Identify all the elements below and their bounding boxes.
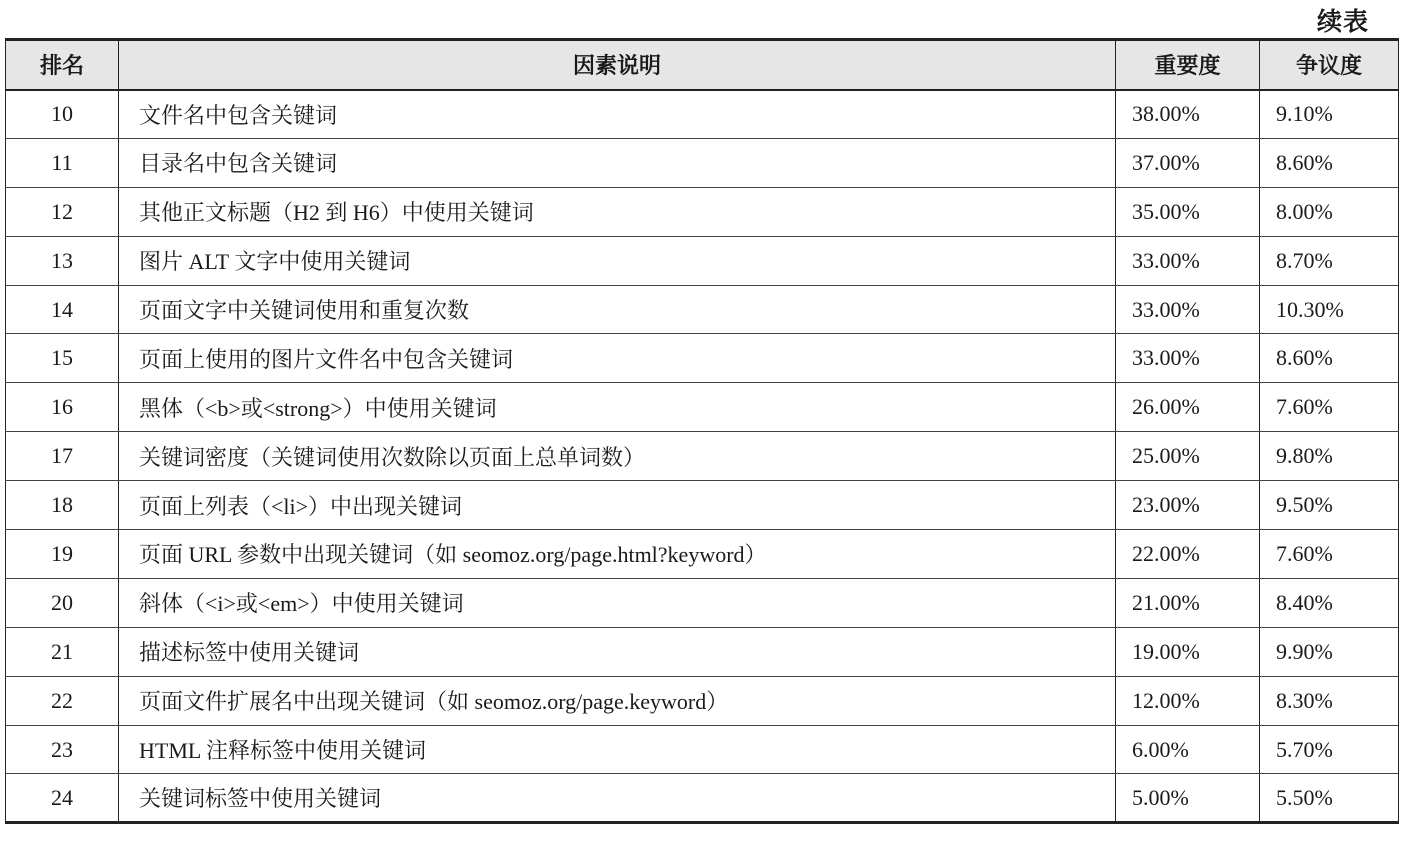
table-row — [6, 676, 1399, 725]
controversy-cell: 8.40% — [1260, 578, 1399, 627]
rank-cell: 23 — [6, 725, 119, 774]
table-row — [6, 334, 1399, 383]
controversy-cell: 8.30% — [1260, 676, 1399, 725]
header-controversy: 争议度 — [1260, 40, 1399, 90]
importance-cell: 35.00% — [1116, 187, 1260, 236]
table-row — [6, 530, 1399, 579]
controversy-cell: 8.00% — [1260, 187, 1399, 236]
importance-cell: 19.00% — [1116, 627, 1260, 676]
controversy-cell: 8.60% — [1260, 138, 1399, 187]
rank-cell: 24 — [6, 774, 119, 823]
rank-cell: 15 — [6, 334, 119, 383]
controversy-cell: 9.10% — [1260, 90, 1399, 139]
importance-cell: 12.00% — [1116, 676, 1260, 725]
description-cell: 页面上使用的图片文件名中包含关键词 — [119, 334, 1116, 383]
description-cell: 斜体（<i>或<em>）中使用关键词 — [119, 578, 1116, 627]
description-cell: 目录名中包含关键词 — [119, 138, 1116, 187]
table-row — [6, 774, 1399, 823]
rank-cell: 21 — [6, 627, 119, 676]
importance-cell: 26.00% — [1116, 383, 1260, 432]
description-cell: 关键词密度（关键词使用次数除以页面上总单词数） — [119, 432, 1116, 481]
rank-cell: 10 — [6, 90, 119, 139]
description-cell: 页面上列表（<li>）中出现关键词 — [119, 481, 1116, 530]
rank-cell: 19 — [6, 530, 119, 579]
description-cell: HTML 注释标签中使用关键词 — [119, 725, 1116, 774]
header-rank: 排名 — [6, 40, 119, 90]
importance-cell: 25.00% — [1116, 432, 1260, 481]
controversy-cell: 9.80% — [1260, 432, 1399, 481]
controversy-cell: 5.50% — [1260, 774, 1399, 823]
ranking-factors-table — [5, 38, 1399, 824]
description-cell: 页面 URL 参数中出现关键词（如 seomoz.org/page.html?keyword） — [119, 530, 1116, 579]
header-description: 因素说明 — [119, 40, 1116, 90]
table-row — [6, 187, 1399, 236]
table-header-row — [6, 40, 1399, 90]
importance-cell: 22.00% — [1116, 530, 1260, 579]
description-cell: 关键词标签中使用关键词 — [119, 774, 1116, 823]
controversy-cell: 9.90% — [1260, 627, 1399, 676]
controversy-cell: 9.50% — [1260, 481, 1399, 530]
table-row — [6, 627, 1399, 676]
controversy-cell: 10.30% — [1260, 285, 1399, 334]
importance-cell: 33.00% — [1116, 334, 1260, 383]
table-row — [6, 90, 1399, 139]
rank-cell: 13 — [6, 236, 119, 285]
controversy-cell: 7.60% — [1260, 383, 1399, 432]
table-body — [6, 90, 1399, 823]
rank-cell: 22 — [6, 676, 119, 725]
table-row — [6, 236, 1399, 285]
importance-cell: 21.00% — [1116, 578, 1260, 627]
rank-cell: 11 — [6, 138, 119, 187]
controversy-cell: 8.70% — [1260, 236, 1399, 285]
description-cell: 文件名中包含关键词 — [119, 90, 1116, 139]
importance-cell: 33.00% — [1116, 236, 1260, 285]
importance-cell: 33.00% — [1116, 285, 1260, 334]
description-cell: 页面文件扩展名中出现关键词（如 seomoz.org/page.keyword） — [119, 676, 1116, 725]
description-cell: 黑体（<b>或<strong>）中使用关键词 — [119, 383, 1116, 432]
rank-cell: 16 — [6, 383, 119, 432]
table-row — [6, 481, 1399, 530]
table-row — [6, 578, 1399, 627]
table-row — [6, 138, 1399, 187]
table-row — [6, 432, 1399, 481]
rank-cell: 20 — [6, 578, 119, 627]
description-cell: 其他正文标题（H2 到 H6）中使用关键词 — [119, 187, 1116, 236]
header-importance: 重要度 — [1116, 40, 1260, 90]
table-row — [6, 725, 1399, 774]
description-cell: 图片 ALT 文字中使用关键词 — [119, 236, 1116, 285]
continued-table-label: 续表 — [1316, 7, 1369, 36]
controversy-cell: 7.60% — [1260, 530, 1399, 579]
importance-cell: 5.00% — [1116, 774, 1260, 823]
table-row — [6, 285, 1399, 334]
importance-cell: 37.00% — [1116, 138, 1260, 187]
controversy-cell: 5.70% — [1260, 725, 1399, 774]
description-cell: 页面文字中关键词使用和重复次数 — [119, 285, 1116, 334]
rank-cell: 12 — [6, 187, 119, 236]
description-cell: 描述标签中使用关键词 — [119, 627, 1116, 676]
rank-cell: 17 — [6, 432, 119, 481]
rank-cell: 14 — [6, 285, 119, 334]
importance-cell: 6.00% — [1116, 725, 1260, 774]
rank-cell: 18 — [6, 481, 119, 530]
table-row — [6, 383, 1399, 432]
importance-cell: 23.00% — [1116, 481, 1260, 530]
controversy-cell: 8.60% — [1260, 334, 1399, 383]
importance-cell: 38.00% — [1116, 90, 1260, 139]
